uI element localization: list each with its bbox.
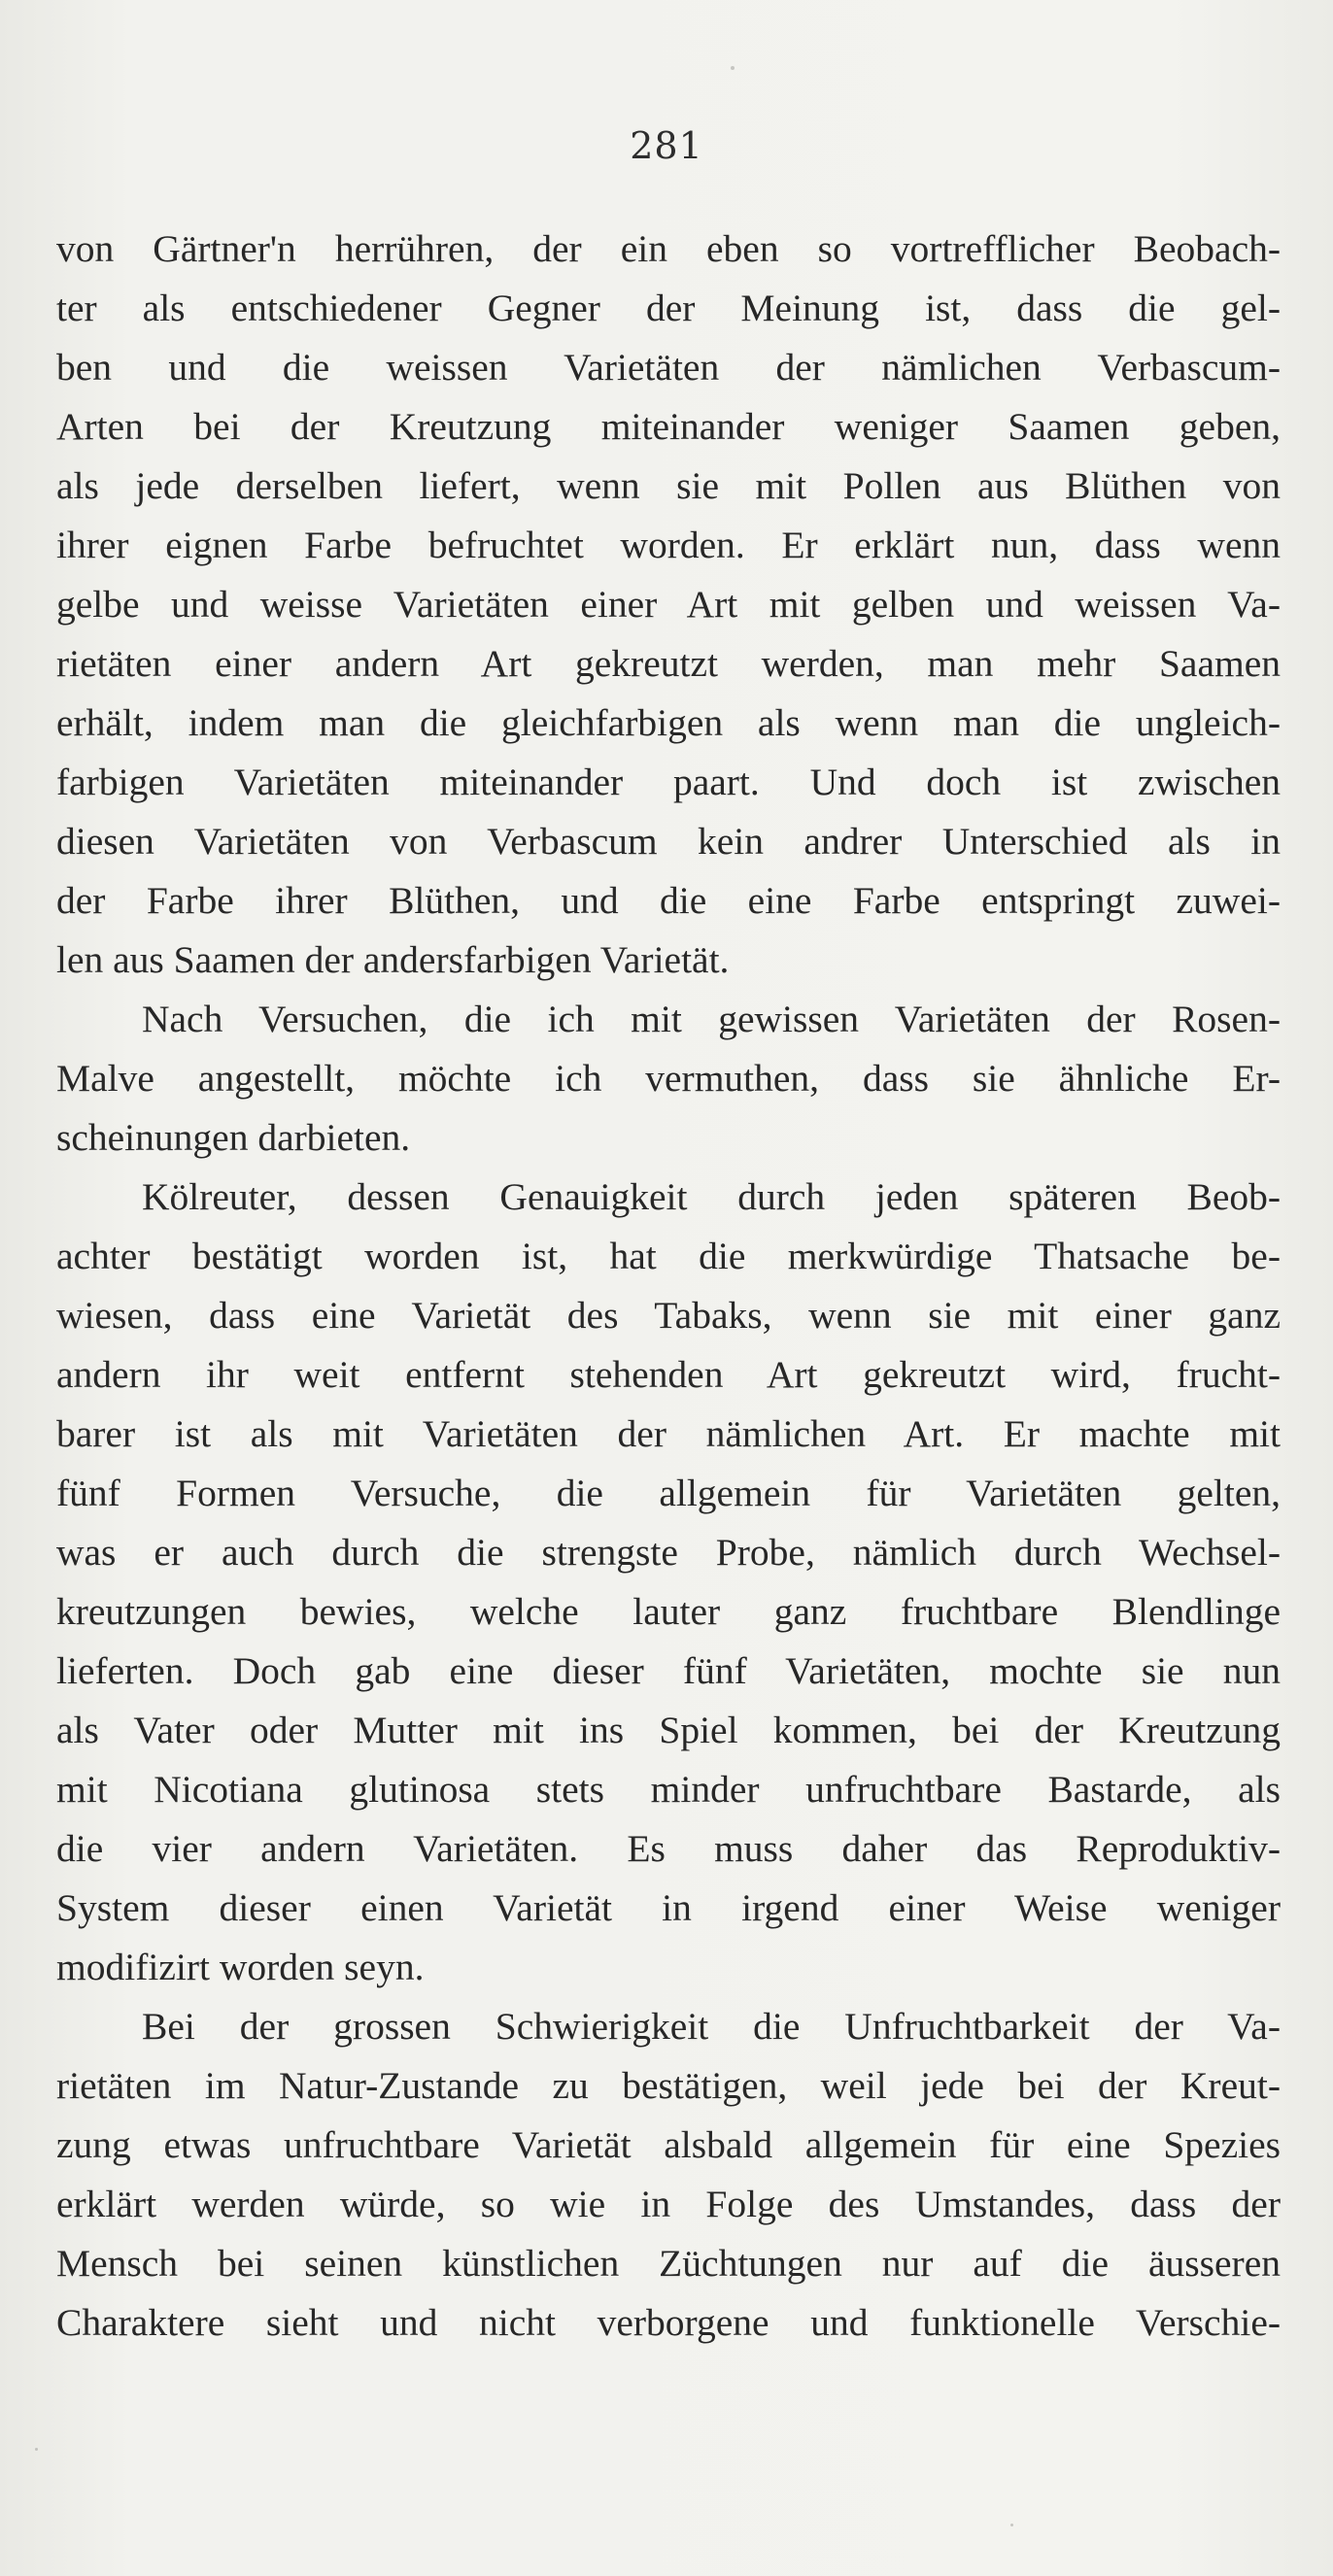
text-line: als Vater oder Mutter mit ins Spiel kommen, bei der Kreutzung: [56, 1709, 1281, 1751]
text-line: Nach Versuchen, die ich mit gewissen Varietäten der Rosen-: [142, 998, 1281, 1040]
text-line: Bei der grossen Schwierigkeit die Unfruchtbarkeit der Va-: [142, 2005, 1281, 2048]
page-number: 281: [630, 124, 703, 167]
text-line: erklärt werden würde, so wie in Folge des Umstandes, dass der: [56, 2183, 1281, 2225]
text-line: scheinungen darbieten.: [56, 1116, 411, 1159]
text-line: als jede derselben liefert, wenn sie mit Pollen aus Blüthen von: [56, 464, 1281, 507]
text-line: achter bestätigt worden ist, hat die merkwürdige Thatsache be-: [56, 1235, 1281, 1277]
text-line: len aus Saamen der andersfarbigen Varietät.: [56, 938, 730, 981]
text-line: Kölreuter, dessen Genauigkeit durch jeden späteren Beob-: [142, 1175, 1281, 1218]
text-line: ben und die weissen Varietäten der nämlichen Verbascum-: [56, 346, 1281, 389]
text-line: ihrer eignen Farbe befruchtet worden. Er erklärt nun, dass wenn: [56, 524, 1281, 566]
text-line: erhält, indem man die gleichfarbigen als wenn man die ungleich-: [56, 701, 1281, 744]
text-line: fünf Formen Versuche, die allgemein für Varietäten gelten,: [56, 1472, 1281, 1514]
text-line: andern ihr weit entfernt stehenden Art gekreutzt wird, frucht-: [56, 1353, 1281, 1396]
text-line: der Farbe ihrer Blüthen, und die eine Farbe entspringt zuwei-: [56, 879, 1281, 922]
text-line: lieferten. Doch gab eine dieser fünf Varietäten, mochte sie nun: [56, 1649, 1281, 1692]
text-line: modifizirt worden seyn.: [56, 1946, 425, 1988]
text-line: diesen Varietäten von Verbascum kein andrer Unterschied als in: [56, 820, 1281, 863]
text-line: kreutzungen bewies, welche lauter ganz fruchtbare Blendlinge: [56, 1590, 1281, 1633]
text-line: rietäten im Natur-Zustande zu bestätigen, weil jede bei der Kreut-: [56, 2064, 1281, 2107]
text-line: Arten bei der Kreutzung miteinander weniger Saamen geben,: [56, 405, 1281, 448]
paper-speck: [1010, 2524, 1013, 2526]
text-line: was er auch durch die strengste Probe, nämlich durch Wechsel-: [56, 1531, 1281, 1574]
text-line: Mensch bei seinen künstlichen Züchtungen nur auf die äusseren: [56, 2242, 1281, 2285]
text-line: barer ist als mit Varietäten der nämlichen Art. Er machte mit: [56, 1412, 1281, 1455]
text-line: mit Nicotiana glutinosa stets minder unfruchtbare Bastarde, als: [56, 1768, 1281, 1811]
text-line: die vier andern Varietäten. Es muss daher das Reproduktiv-: [56, 1827, 1281, 1870]
text-line: ter als entschiedener Gegner der Meinung ist, dass die gel-: [56, 287, 1281, 329]
text-line: gelbe und weisse Varietäten einer Art mit gelben und weissen Va-: [56, 583, 1281, 626]
paper-speck: [35, 2448, 38, 2451]
text-line: Malve angestellt, möchte ich vermuthen, dass sie ähnliche Er-: [56, 1057, 1281, 1100]
text-line: Charaktere sieht und nicht verborgene und funktionelle Verschie-: [56, 2301, 1281, 2344]
body-text: [56, 220, 1281, 2353]
paper-speck: [731, 66, 735, 70]
text-line: System dieser einen Varietät in irgend einer Weise weniger: [56, 1886, 1281, 1929]
text-line: farbigen Varietäten miteinander paart. Und doch ist zwischen: [56, 761, 1281, 803]
text-line: rietäten einer andern Art gekreutzt werden, man mehr Saamen: [56, 642, 1281, 685]
text-line: wiesen, dass eine Varietät des Tabaks, wenn sie mit einer ganz: [56, 1294, 1281, 1337]
text-line: zung etwas unfruchtbare Varietät alsbald allgemein für eine Spezies: [56, 2123, 1281, 2166]
text-line: von Gärtner'n herrühren, der ein eben so vortrefflicher Beobach-: [56, 227, 1281, 270]
